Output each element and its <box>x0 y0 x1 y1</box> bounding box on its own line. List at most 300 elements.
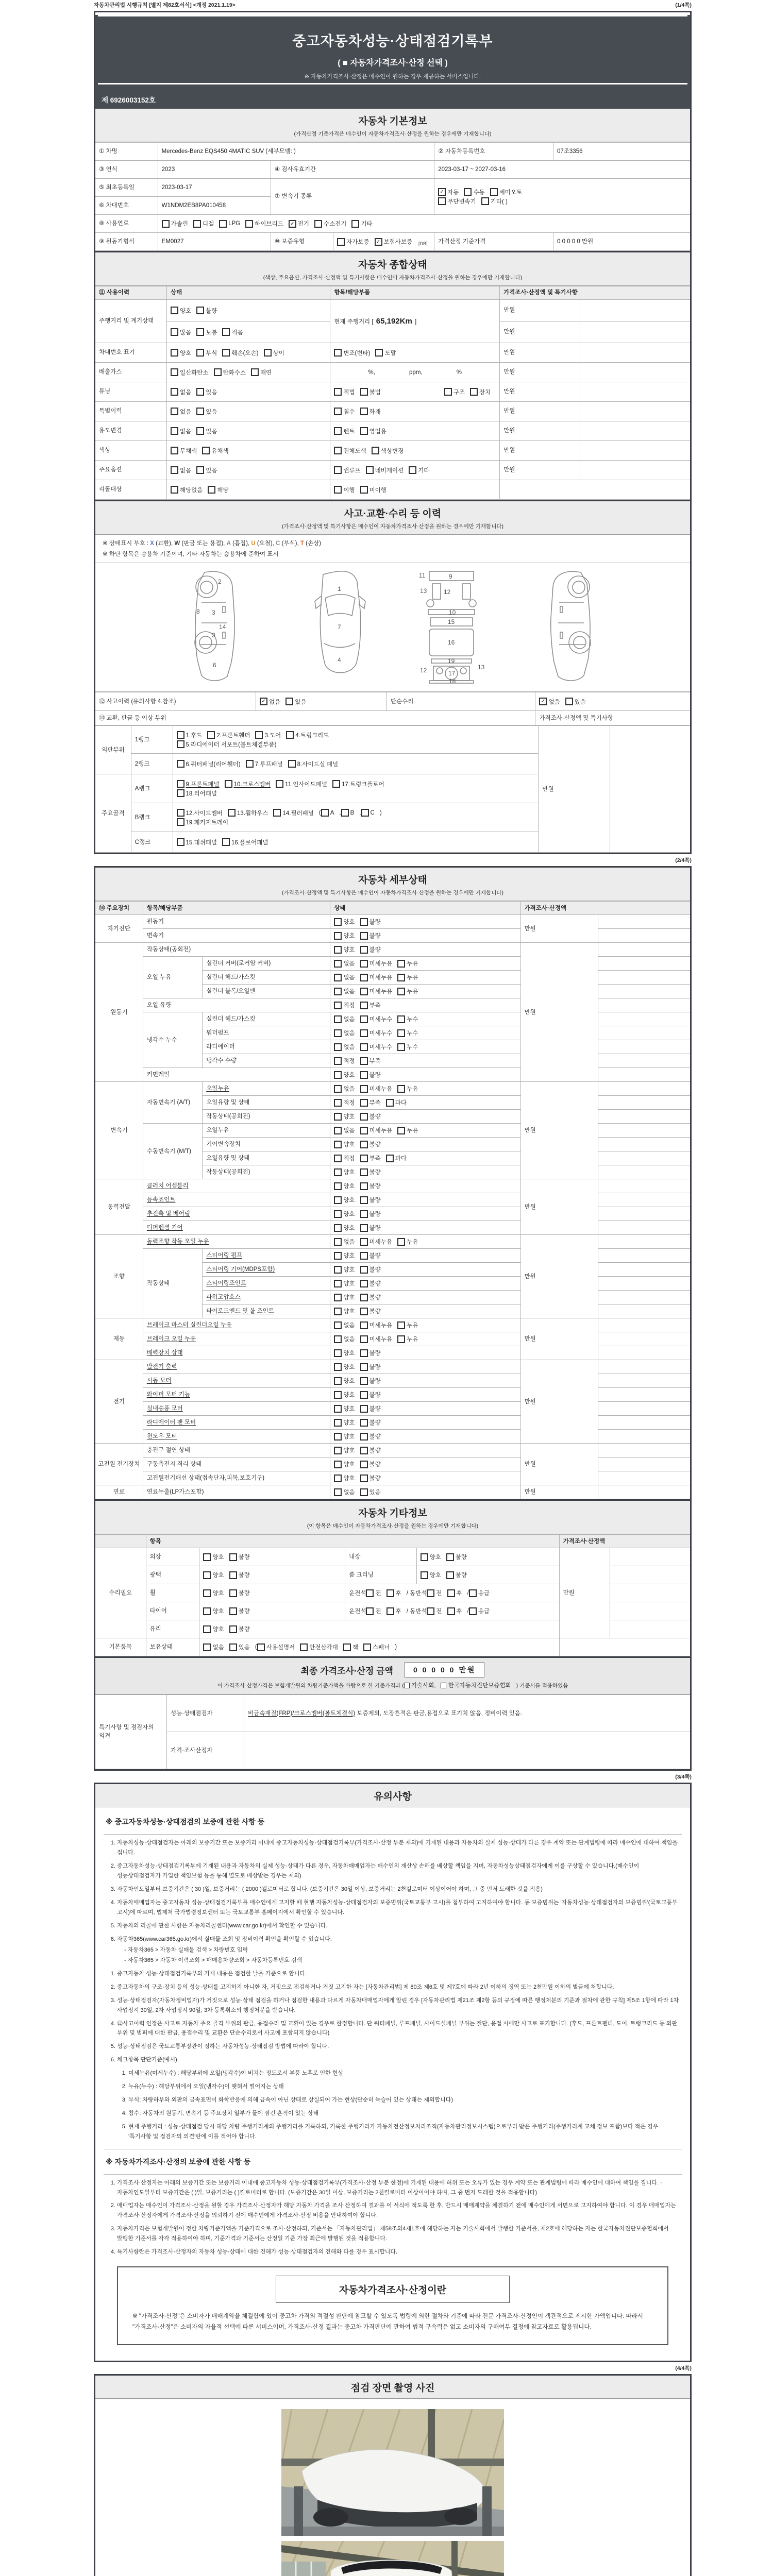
checkbox-4.트렁크리드[interactable] <box>286 731 329 739</box>
checkbox-탄화수소[interactable] <box>214 368 246 377</box>
cell-line <box>177 731 535 739</box>
checkbox-10.크로스멤버[interactable] <box>225 780 271 788</box>
form-table <box>95 1694 690 1769</box>
checkbox-양호[interactable] <box>334 1140 355 1148</box>
checkbox-불량[interactable] <box>360 1307 381 1315</box>
checkbox-없음[interactable] <box>334 1238 355 1246</box>
checkbox-양호[interactable] <box>334 945 355 954</box>
checkbox-양호[interactable] <box>334 918 355 926</box>
checkbox-적정[interactable] <box>334 1154 355 1162</box>
checkbox-누유[interactable] <box>397 973 418 981</box>
checkbox-box-icon <box>334 349 342 357</box>
checkbox-불량[interactable] <box>360 1474 381 1482</box>
checkbox-label: 일산화탄소 <box>179 369 209 376</box>
checkbox-수동[interactable] <box>464 188 484 196</box>
checkbox-양호[interactable] <box>203 1589 224 1597</box>
checkbox-매연[interactable] <box>251 368 272 377</box>
checkbox-불량[interactable] <box>360 931 381 940</box>
value-cell <box>330 363 500 382</box>
checkbox-14.필러패널[interactable] <box>273 809 313 817</box>
checkbox-없음[interactable] <box>334 1084 355 1093</box>
checkbox-불량[interactable] <box>360 1460 381 1468</box>
checkbox-label: 불량 <box>369 1281 381 1287</box>
checkbox-전[interactable] <box>366 1589 381 1597</box>
checkbox-화재[interactable] <box>360 408 381 416</box>
checkbox-없음[interactable] <box>171 427 191 435</box>
checkbox-box-icon <box>360 918 368 926</box>
cell-content <box>147 1321 327 1330</box>
checkbox-안전삼각대[interactable] <box>300 1643 338 1651</box>
checkbox-누수[interactable] <box>397 1043 418 1051</box>
checkbox-불량[interactable] <box>360 1196 381 1204</box>
checkbox-box-icon <box>360 1461 368 1468</box>
checkbox-적법[interactable] <box>334 388 355 396</box>
checkbox-불량[interactable] <box>360 1251 381 1260</box>
checkbox-없음[interactable] <box>171 408 191 416</box>
checkbox-불량[interactable] <box>360 1446 381 1454</box>
checkbox-전체도색[interactable] <box>334 447 366 455</box>
inspector-opinion-table <box>95 1694 690 1769</box>
checkbox-box-icon <box>360 1099 368 1107</box>
checkbox-label: 부족 <box>369 1100 381 1107</box>
checkbox-box-icon <box>360 1155 368 1162</box>
checkbox-과다[interactable] <box>386 1098 407 1107</box>
checkbox-있음[interactable] <box>196 388 217 396</box>
value-cell <box>158 215 690 233</box>
checkbox-해당[interactable] <box>208 486 228 494</box>
checkbox-전[interactable] <box>427 1589 442 1597</box>
checkbox-불량[interactable] <box>446 1571 467 1579</box>
checkbox-불량[interactable] <box>229 1625 250 1633</box>
checkbox-불량[interactable] <box>229 1589 250 1597</box>
checkbox-미세누유[interactable] <box>360 1335 392 1343</box>
checkbox-디젤[interactable] <box>193 219 214 228</box>
checkbox-색상변경[interactable] <box>372 447 404 455</box>
checkbox-label: 없음 <box>343 1336 355 1343</box>
checkbox-불량[interactable] <box>360 1418 381 1427</box>
checkbox-불량[interactable] <box>360 1168 381 1176</box>
checkbox-후[interactable] <box>386 1607 401 1615</box>
text: ① 차명 <box>99 148 117 155</box>
checkbox-9.프론트패널[interactable] <box>177 780 220 788</box>
checkbox-훼손(오손)[interactable] <box>222 349 258 357</box>
checkbox-label: 상이 <box>273 350 284 357</box>
checkbox-장치[interactable] <box>470 388 491 396</box>
panel-num: 10 <box>449 609 456 617</box>
checkbox-없음[interactable] <box>334 1321 355 1329</box>
cell-content <box>334 1334 516 1344</box>
label-cell <box>143 915 330 929</box>
checkbox-누수[interactable] <box>397 1015 418 1023</box>
checkbox-부족[interactable] <box>360 1057 381 1065</box>
value-cell <box>580 441 690 461</box>
checkbox-box-icon <box>196 349 204 357</box>
cell-content <box>503 306 576 315</box>
checkbox-미세누유[interactable] <box>360 1238 392 1246</box>
checkbox-없음[interactable] <box>334 973 355 981</box>
page-number-3: (3/4쪽) <box>675 1774 692 1781</box>
checkbox-있음[interactable] <box>196 408 217 416</box>
checkbox-미세누유[interactable] <box>360 1126 392 1134</box>
checkbox-불량[interactable] <box>229 1607 250 1615</box>
cell-content <box>162 183 267 192</box>
checkbox-box-icon <box>360 1224 368 1232</box>
checkbox-미세누수[interactable] <box>360 1043 392 1051</box>
checkbox-15.대쉬패널[interactable] <box>177 838 217 846</box>
checkbox-불량[interactable] <box>360 1112 381 1121</box>
checkbox-부족[interactable] <box>360 1154 381 1162</box>
checkbox-불량[interactable] <box>360 1391 381 1399</box>
checkbox-양호[interactable] <box>334 1391 355 1399</box>
checkbox-양호[interactable] <box>334 1112 355 1121</box>
checkbox-미세누유[interactable] <box>360 987 392 995</box>
checkbox-적정[interactable] <box>334 1057 355 1065</box>
checkbox-불량[interactable] <box>360 1363 381 1371</box>
checkbox-없음[interactable] <box>203 1643 224 1651</box>
checkbox-유채색[interactable] <box>202 447 228 455</box>
checkbox-기타[interactable] <box>409 466 429 474</box>
page-wrap <box>94 0 692 2576</box>
checkbox-구조[interactable] <box>444 388 465 396</box>
checkbox-도말[interactable] <box>375 349 396 357</box>
checkbox-있음[interactable] <box>565 698 586 706</box>
checkbox-변조(변타)[interactable] <box>334 349 370 357</box>
checkbox-양호[interactable] <box>203 1553 224 1561</box>
checkbox-한국자동차진단보증협회[interactable] <box>441 1681 511 1689</box>
value-cell <box>580 421 690 441</box>
cell-content <box>275 238 329 246</box>
checkbox-양호[interactable] <box>334 1418 355 1427</box>
checkbox-양호[interactable] <box>334 1196 355 1204</box>
cell-content <box>334 1001 516 1010</box>
checkbox-양호[interactable] <box>334 1168 355 1176</box>
checkbox-불량[interactable] <box>446 1553 467 1561</box>
checkbox-LPG[interactable] <box>219 220 240 228</box>
checkbox-기타( )[interactable] <box>481 197 508 206</box>
panel-num: 9 <box>449 573 452 581</box>
checkbox-부족[interactable] <box>360 1098 381 1107</box>
checkbox-불량[interactable] <box>229 1571 250 1579</box>
cell-content <box>147 1460 327 1469</box>
checkbox-없음[interactable] <box>334 1488 355 1496</box>
label-cell <box>146 1548 199 1566</box>
checkbox-양호[interactable] <box>334 1071 355 1079</box>
checkbox-불량[interactable] <box>360 1432 381 1440</box>
cell-content <box>97 1203 141 1212</box>
checkbox-불량[interactable] <box>229 1553 250 1561</box>
checkbox-없음[interactable] <box>334 1335 355 1343</box>
checkbox-썬루프[interactable] <box>334 466 360 474</box>
checkbox-있음[interactable] <box>196 427 217 435</box>
cell-content <box>563 1537 686 1546</box>
checkbox-12.사이드멤버[interactable] <box>177 809 223 817</box>
checkbox-불량[interactable] <box>360 1071 381 1079</box>
checkbox-있음[interactable] <box>285 698 306 706</box>
checkbox-있음[interactable] <box>196 466 217 474</box>
checkbox-불량[interactable] <box>360 945 381 954</box>
checkbox-과다[interactable] <box>386 1154 407 1162</box>
final-price-note <box>95 1681 690 1689</box>
text: %, <box>368 369 375 376</box>
checkbox-없음[interactable] <box>539 698 560 706</box>
checkbox-세미오토[interactable] <box>490 188 522 196</box>
checkbox-하이브리드[interactable] <box>245 219 283 228</box>
checkbox-없음[interactable] <box>171 388 191 396</box>
checkbox-무채색[interactable] <box>171 447 197 455</box>
checkbox-16.플로어패널[interactable] <box>222 838 268 846</box>
checkbox-없음[interactable] <box>334 1029 355 1037</box>
checkbox-B[interactable] <box>341 809 355 817</box>
checkbox-스패너[interactable] <box>363 1643 390 1651</box>
checkbox-불량[interactable] <box>360 1377 381 1385</box>
checkbox-전[interactable] <box>427 1607 442 1615</box>
checkbox-양호[interactable] <box>334 1377 355 1385</box>
table-row <box>95 1430 690 1444</box>
checkbox-양호[interactable] <box>421 1571 441 1579</box>
checkbox-box-icon <box>334 1391 342 1399</box>
checkbox-상이[interactable] <box>264 349 284 357</box>
value-cell <box>199 1620 559 1638</box>
checkbox-미세누수[interactable] <box>360 1029 392 1037</box>
checkbox-양호[interactable] <box>334 1404 355 1413</box>
table-row <box>95 480 690 500</box>
checkbox-불량[interactable] <box>360 1265 381 1274</box>
checkbox-후[interactable] <box>386 1589 401 1597</box>
final-price-band <box>95 1656 690 1694</box>
checkbox-미세누유[interactable] <box>360 973 392 981</box>
checkbox-19.패키지트레이[interactable] <box>177 818 229 826</box>
checkbox-렌트[interactable] <box>334 427 355 435</box>
checkbox-누유[interactable] <box>397 1238 418 1246</box>
checkbox-양호[interactable] <box>334 1432 355 1440</box>
checkbox-box-icon <box>334 1252 342 1260</box>
checkbox-없음[interactable] <box>171 466 191 474</box>
checkbox-적정[interactable] <box>334 1098 355 1107</box>
checkbox-영업용[interactable] <box>360 427 386 435</box>
checkbox-box-icon <box>334 1043 342 1051</box>
checkbox-누유[interactable] <box>397 1335 418 1343</box>
checkbox-미세누유[interactable] <box>360 1321 392 1329</box>
checkbox-불량[interactable] <box>196 307 217 315</box>
checkbox-불량[interactable] <box>360 1279 381 1287</box>
checkbox-누유[interactable] <box>397 959 418 968</box>
checkbox-양호[interactable] <box>421 1553 441 1561</box>
label-cell <box>146 1566 199 1584</box>
checkbox-잭[interactable] <box>343 1643 358 1651</box>
checkbox-수소전기[interactable] <box>314 219 346 228</box>
checkbox-응급[interactable] <box>469 1607 490 1615</box>
checkbox-누유[interactable] <box>397 987 418 995</box>
checkbox-label: 후 <box>456 1590 462 1597</box>
checkbox-1.후드[interactable] <box>177 731 203 739</box>
checkbox-양호[interactable] <box>334 1363 355 1371</box>
text: 주요골격 <box>102 810 125 817</box>
text: ※ 상태표시 부호 : <box>103 540 150 547</box>
checkbox-3.도어[interactable] <box>255 731 281 739</box>
cell-content <box>171 328 326 337</box>
checkbox-후[interactable] <box>447 1607 462 1615</box>
checkbox-양호[interactable] <box>203 1607 224 1615</box>
checkbox-label: 훼손(오손) <box>231 350 259 357</box>
checkbox-불법[interactable] <box>360 388 381 396</box>
checkbox-불량[interactable] <box>360 1210 381 1218</box>
checkbox-box-icon <box>334 960 342 968</box>
checkbox-box-icon <box>334 1321 342 1329</box>
checkbox-17.트렁크플로어[interactable] <box>332 780 384 788</box>
checkbox-양호[interactable] <box>334 1182 355 1190</box>
checkbox-label: 자가보증 <box>346 239 369 245</box>
checkbox-label: 적법 <box>343 389 355 396</box>
checkbox-누수[interactable] <box>397 1029 418 1037</box>
checkbox-보통[interactable] <box>196 328 217 336</box>
checkbox-있음[interactable] <box>229 1643 250 1651</box>
label-cell <box>95 1082 143 1179</box>
checkbox-보험사보증[interactable] <box>375 238 413 246</box>
checkbox-불량[interactable] <box>360 1182 381 1190</box>
checkbox-해당없음[interactable] <box>171 486 203 494</box>
checkbox-box-icon <box>171 368 178 376</box>
checkbox-적음[interactable] <box>222 328 243 336</box>
checkbox-전[interactable] <box>366 1607 381 1615</box>
checkbox-무단변속기[interactable] <box>438 197 476 206</box>
value-cell <box>330 421 500 441</box>
notice-block-a-title: ※ 중고자동차성능·상태점검의 보증에 관한 사항 등 <box>104 1809 682 1835</box>
price-cell <box>500 461 580 480</box>
checkbox-양호[interactable] <box>334 1293 355 1301</box>
checkbox-양호[interactable] <box>334 1446 355 1454</box>
checkbox-미이행[interactable] <box>360 486 386 494</box>
checkbox-양호[interactable] <box>334 1210 355 1218</box>
checkbox-없음[interactable] <box>334 1015 355 1023</box>
checkbox-응급[interactable] <box>469 1589 490 1597</box>
checkbox-label: 부족 <box>369 1003 381 1009</box>
checkbox-부족[interactable] <box>360 1001 381 1009</box>
checkbox-네비게이션[interactable] <box>366 466 404 474</box>
checkbox-없음[interactable] <box>334 1126 355 1134</box>
checkbox-box-icon <box>397 1321 405 1329</box>
checkbox-사용설명서[interactable] <box>257 1643 295 1651</box>
section-note: (가격조사·산정액 및 특기사항은 매수인이 자동차가격조사·산정을 원하는 경우에만 기재합니다) <box>282 523 503 530</box>
checkbox-불량[interactable] <box>360 1224 381 1232</box>
checkbox-침수[interactable] <box>334 408 355 416</box>
checkbox-후[interactable] <box>447 1589 462 1597</box>
checkbox-양호[interactable] <box>334 1224 355 1232</box>
price-cell <box>500 382 580 402</box>
checkbox-box-icon <box>360 1015 368 1023</box>
checkbox-미세누수[interactable] <box>360 1015 392 1023</box>
checkbox-13.휠하우스[interactable] <box>228 809 268 817</box>
value-cell <box>330 300 500 343</box>
checkbox-양호[interactable] <box>171 307 191 315</box>
value-cell <box>330 1235 520 1249</box>
form-table <box>95 725 690 853</box>
checkbox-양호[interactable] <box>334 1474 355 1482</box>
checkbox-누유[interactable] <box>397 1084 418 1093</box>
checkbox-양호[interactable] <box>334 1460 355 1468</box>
checkbox-기타[interactable] <box>351 219 372 228</box>
checkbox-box-icon <box>360 1447 368 1454</box>
cell-content <box>334 1307 516 1316</box>
table-row <box>95 421 690 441</box>
checkbox-없음[interactable] <box>334 1043 355 1051</box>
checkbox-불량[interactable] <box>360 1404 381 1413</box>
checkbox-C[interactable] <box>361 809 375 817</box>
cell-content <box>563 1589 606 1598</box>
checkbox-label: 누유 <box>406 1336 418 1343</box>
checkbox-양호[interactable] <box>171 349 191 357</box>
notice-item: 5. 자동차의 리콜에 관한 사항은 자동차리콜센터(www.car.go.kr)에서 확인할 수 있습니다. <box>117 1921 682 1931</box>
checkbox-label: 양호 <box>212 1608 224 1615</box>
checkbox-미세누유[interactable] <box>360 1084 392 1093</box>
checkbox-자가보증[interactable] <box>337 238 369 246</box>
checkbox-없음[interactable] <box>334 987 355 995</box>
checkbox-일산화탄소[interactable] <box>171 368 209 377</box>
checkbox-불량[interactable] <box>360 1349 381 1357</box>
checkbox-양호[interactable] <box>334 1279 355 1287</box>
checkbox-양호[interactable] <box>334 931 355 940</box>
checkbox-전기[interactable] <box>289 219 309 228</box>
checkbox-label: 적정 <box>343 1058 355 1065</box>
checkbox-A[interactable] <box>318 809 334 817</box>
checkbox-불량[interactable] <box>360 1140 381 1148</box>
checkbox-불량[interactable] <box>360 1293 381 1301</box>
checkbox-양호[interactable] <box>334 1251 355 1260</box>
checkbox-8.사이드실 패널[interactable] <box>288 760 338 768</box>
checkbox-label: 없음 <box>179 428 192 435</box>
checkbox-적정[interactable] <box>334 1001 355 1009</box>
text: 만원 <box>524 1489 536 1496</box>
checkbox-5.라디에이터 서포트(볼트체결부품)[interactable] <box>177 740 277 749</box>
checkbox-box-icon <box>334 1141 342 1148</box>
checkbox-기술사회,[interactable] <box>404 1681 436 1689</box>
checkbox-미세누유[interactable] <box>360 959 392 968</box>
cell-content <box>334 1265 516 1274</box>
checkbox-없음[interactable] <box>260 698 280 706</box>
label-cell <box>143 1124 202 1179</box>
table-row <box>95 1402 690 1416</box>
cell-content <box>99 201 154 210</box>
text: / <box>467 1608 469 1615</box>
checkbox-양호[interactable] <box>334 1349 355 1357</box>
checkbox-없음[interactable] <box>334 959 355 968</box>
checkbox-양호[interactable] <box>203 1571 224 1579</box>
checkbox-box-icon <box>334 1335 342 1343</box>
cell-content <box>97 1398 141 1406</box>
checkbox-많음[interactable] <box>171 328 191 336</box>
checkbox-6.쿼터패널(리어휀더)[interactable] <box>177 760 241 768</box>
checkbox-자동[interactable] <box>438 188 459 196</box>
checkbox-양호[interactable] <box>203 1625 224 1633</box>
checkbox-누유[interactable] <box>397 1321 418 1329</box>
checkbox-box-icon <box>177 838 184 846</box>
checkbox-7.루프패널[interactable] <box>246 760 283 768</box>
checkbox-가솔린[interactable] <box>162 219 188 228</box>
checkbox-label: 불량 <box>369 947 381 954</box>
checkbox-2.프론트휀더[interactable] <box>207 731 250 739</box>
checkbox-양호[interactable] <box>334 1307 355 1315</box>
checkbox-불량[interactable] <box>360 918 381 926</box>
checkbox-11.인사이드패널[interactable] <box>276 780 327 788</box>
checkbox-누유[interactable] <box>397 1126 418 1134</box>
checkbox-부식[interactable] <box>196 349 217 357</box>
checkbox-있음[interactable] <box>360 1488 381 1496</box>
checkbox-양호[interactable] <box>334 1265 355 1274</box>
checkbox-18.리어패널[interactable] <box>177 789 217 798</box>
table-row <box>95 1207 690 1221</box>
table-row <box>95 1458 690 1471</box>
checkbox-이행[interactable] <box>334 486 355 494</box>
cell-content <box>334 407 496 416</box>
